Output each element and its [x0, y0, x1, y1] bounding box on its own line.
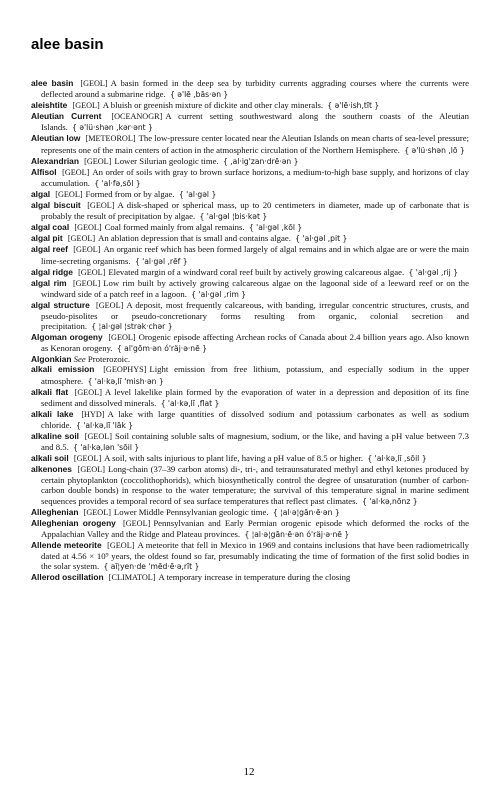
entry-term: Alleghenian — [31, 506, 79, 517]
subject-field: [GEOL] — [72, 101, 100, 111]
entry-definition: A lake with large quantities of dissolved sodium and potassium carbonates as well as sodium chloride. — [41, 408, 470, 430]
entry-term: Aleutian low — [31, 133, 81, 144]
entry-term: Alleghenian orogeny — [31, 517, 116, 528]
entry-definition: An order of soils with gray to brown surface horizons, a medium-to-high base supply, and horizons of clay accumulation. — [41, 166, 470, 188]
pronunciation: { 'al·kə,lī 'mish·ən } — [87, 376, 164, 386]
dictionary-entry — [31, 364, 469, 386]
entry-term: Algoman orogeny — [31, 332, 103, 343]
entry-definition: A level lakelike plain formed by the evaporation of water in a depression and deposition of its fine sediment and dissolved minerals. — [41, 386, 469, 408]
page-number: 12 — [243, 766, 255, 778]
pronunciation: { ¦al·ə¦gān·ē·ən } — [272, 507, 340, 517]
subject-field: [GEOL] — [84, 156, 112, 166]
entry-term: algal reef — [31, 244, 68, 255]
pronunciation: { 'al·kə,nōnz } — [362, 496, 418, 506]
running-head: alee basin — [31, 36, 104, 53]
dictionary-entry — [31, 133, 469, 155]
entry-term: Allende meteorite — [31, 539, 102, 550]
subject-field: [GEOL] — [78, 267, 106, 277]
entry-definition: Orogenic episode affecting Archean rocks of Canada about 2.4 billion years ago. Also known as Kenoran orogeny. — [41, 332, 469, 354]
dictionary-entry — [31, 453, 469, 464]
entry-definition: Light emission from free lithium, potassium, and especially sodium in the upper atmosphere. — [41, 364, 469, 386]
pronunciation: { 'al·gəl } — [178, 189, 217, 199]
dictionary-entry — [31, 507, 469, 518]
entry-definition: Formed from or by algae. — [85, 188, 175, 199]
entry-definition: A current setting southwestward along the southern coasts of the Aleutian Islands. — [41, 111, 469, 133]
entry-definition: A bluish or greenish mixture of dickite and other clay minerals. — [102, 100, 324, 111]
entry-definition: Lower Silurian geologic time. — [114, 155, 219, 166]
subject-field: [GEOL] — [84, 432, 112, 441]
subject-field: [GEOL] — [74, 387, 102, 397]
entry-definition: A deposit, most frequently calcareous, with banding, irregular concentric structures, crusts, and pseudo-pisolites or pseudo-concretionary forms resulting from organic, colonial secretion and precipitation. — [41, 299, 470, 332]
subject-field: [GEOL] — [83, 507, 111, 517]
entry-term: Allerod oscillation — [31, 572, 104, 583]
pronunciation: { ,al·ig'zan·drē·ən } — [222, 156, 299, 166]
dictionary-entry — [31, 540, 469, 572]
entry-term: algal coal — [31, 222, 70, 233]
entry-list — [31, 78, 469, 583]
entry-definition: Lower Middle Pennsylvanian geologic time. — [113, 506, 269, 517]
pronunciation: { ə'lē ,bās·ən } — [170, 90, 229, 100]
pronunciation: { ə'lē·ish,tīt } — [327, 101, 380, 111]
pronunciation: { aī¦yen·de 'mēd·ē·ə,rīt } — [103, 562, 200, 572]
dictionary-entry — [31, 111, 469, 133]
entry-term: alkali lake — [31, 408, 74, 419]
pronunciation: { 'al·kə,lī 'lāk } — [75, 420, 134, 430]
subject-field: [GEOL] — [87, 201, 115, 211]
dictionary-entry — [31, 267, 469, 278]
subject-field: [GEOL] — [80, 79, 108, 88]
entry-term: alkenones — [31, 464, 72, 475]
entry-definition: Low rim built by actively growing calcareous algae on the lagoonal side of a leeward reef or on the windward side of a patch reef in a lagoon. — [41, 277, 469, 299]
entry-definition: Pennsylvanian and Early Permian orogenic episode which deformed the rocks of the Appalachian Valley and the Ridge and Plateau provinces. — [41, 517, 469, 539]
pronunciation: { 'al·kə,lī ,flat } — [160, 398, 220, 408]
subject-field: [GEOL] — [107, 540, 135, 550]
dictionary-entry — [31, 387, 469, 409]
subject-field: [METEOROL] — [85, 134, 136, 144]
pronunciation: { 'al·gəl ,kōl } — [248, 223, 303, 233]
entry-term: algal structure — [31, 299, 90, 310]
subject-field: [GEOL] — [108, 333, 136, 343]
entry-definition: A disk-shaped or spherical mass, up to 20 centimeters in diameter, made up of carbonate that is probably the result of precipitation by algae. — [41, 200, 470, 222]
subject-field: [GEOL] — [55, 189, 83, 199]
subject-field: [GEOL] — [96, 300, 124, 310]
subject-field: [GEOL] — [123, 518, 151, 528]
dictionary-entry — [31, 464, 469, 506]
entry-term: algal rim — [31, 277, 67, 288]
pronunciation: { ¦al·ə¦gān·ē·ən ó'räj·ə·nē } — [244, 529, 350, 539]
dictionary-entry — [31, 518, 469, 540]
pronunciation: { 'al·gəl ,rēf } — [134, 256, 188, 266]
entry-term: Algonkian — [31, 354, 72, 365]
subject-field: [GEOL] — [73, 245, 101, 255]
pronunciation: { 'al·fə,sōl } — [94, 178, 141, 188]
entry-term: Alexandrian — [31, 155, 79, 166]
subject-field: [OCEANOGR] — [111, 112, 163, 122]
pronunciation: { 'al·kə,lī ,sōil } — [367, 454, 427, 464]
dictionary-entry — [31, 572, 469, 583]
pronunciation: { 'al·gəl ,rij } — [408, 267, 459, 277]
cross-reference-label: See — [73, 354, 86, 365]
entry-term: alkaline soil — [31, 431, 80, 441]
entry-term: alkali flat — [31, 386, 69, 397]
subject-field: [GEOPHYS] — [103, 365, 147, 375]
subject-field: [GEOL] — [67, 234, 96, 244]
entry-definition: Proterozoic. — [87, 354, 131, 365]
entry-term: alkali soil — [31, 453, 69, 464]
dictionary-entry — [31, 156, 469, 167]
dictionary-entry — [31, 354, 469, 364]
pronunciation: { ¦al·gəl ¦strək·chər } — [91, 322, 173, 332]
entry-definition: Soil containing soluble salts of magnesium, sodium, or the like, and having a pH value between 7.3 and 8.5. — [41, 431, 469, 453]
entry-definition: Coal formed mainly from algal remains. — [104, 222, 245, 233]
entry-definition: An organic reef which has been formed largely of algal remains and in which algae are or were the main lime-secreting organisms. — [41, 244, 470, 266]
dictionary-entry — [31, 278, 469, 300]
entry-definition: A meteorite that fell in Mexico in 1969 and contains inclusions that have been radiometrically dated at 4.56 × 10⁹ years, the oldest found so far, presumably indicating the time of formation of the first solid bodies in the solar system. — [41, 539, 470, 572]
subject-field: [CLIMATOL] — [108, 573, 156, 583]
entry-term: alee basin — [31, 78, 74, 88]
entry-definition: A basin formed in the deep sea by turbidity currents aggrading courses where the currents were deflected around a submarine ridge. — [41, 78, 469, 100]
dictionary-entry — [31, 244, 469, 266]
entry-term: Aleutian Current — [31, 111, 102, 122]
entry-term: algal ridge — [31, 266, 73, 277]
entry-definition: An ablation depression that is small and contains algae. — [98, 233, 291, 244]
entry-definition: The low-pressure center located near the Aleutian Islands on mean charts of sea-level pressure; represents one of the main centers of action in the atmospheric circulation of the Northern Hemisphere. — [41, 133, 469, 155]
dictionary-entry — [31, 189, 469, 200]
entry-definition: A temporary increase in temperature during the closing — [158, 572, 351, 583]
dictionary-entry — [31, 300, 469, 332]
entry-term: algal pit — [31, 233, 63, 244]
entry-term: aleishtite — [31, 100, 68, 111]
dictionary-entry — [31, 167, 469, 189]
subject-field: [GEOL] — [62, 167, 90, 177]
entry-definition: Elevated margin of a windward coral reef built by actively growing calcareous algae. — [108, 266, 405, 277]
pronunciation: { 'al·kə,lən 'sōil } — [73, 443, 140, 453]
subject-field: [GEOL] — [72, 278, 101, 288]
dictionary-entry — [31, 200, 469, 222]
entry-definition: Long-chain (37–39 carbon atoms) di-, tri-, and tetraunsaturated methyl and ethyl ketones produced by certain phytoplankton (coccolithophorids), which biosynthetically control the degree of unsaturation (number of carbon-carbon double bonds) in response to the water temperature; the survival of this temperature signal in marine sediment sequences provides a temporal record of sea surface temperatures that reflect past climates. — [41, 464, 470, 506]
entry-term: algal — [31, 188, 51, 199]
subject-field: [GEOL] — [73, 454, 102, 464]
subject-field: [HYD] — [81, 409, 105, 419]
entry-term: algal biscuit — [31, 200, 81, 211]
subject-field: [GEOL] — [74, 223, 102, 233]
entry-term: Alfisol — [31, 166, 57, 177]
entry-definition: A soil, with salts injurious to plant life, having a pH value of 8.5 or higher. — [104, 453, 364, 464]
pronunciation: { 'al·gəl ¦bis·kət } — [199, 212, 268, 222]
pronunciation: { al'gōm·ən ó'räj·ə·nē } — [116, 344, 208, 354]
dictionary-entry — [31, 332, 469, 354]
dictionary-entry — [31, 78, 469, 100]
pronunciation: { ə'lü·shən ,lō } — [404, 145, 465, 155]
pronunciation: { 'al·gəl ,rim } — [191, 289, 247, 299]
pronunciation: { 'al·gəl ,pit } — [295, 234, 348, 244]
dictionary-entry — [31, 222, 469, 233]
dictionary-entry — [31, 409, 469, 431]
dictionary-entry — [31, 100, 469, 111]
dictionary-entry — [31, 431, 469, 453]
dictionary-entry — [31, 233, 469, 244]
subject-field: [GEOL] — [77, 465, 105, 475]
pronunciation: { ə'lü·shən ,kər·ənt } — [72, 123, 153, 133]
entry-term: alkali emission — [31, 364, 95, 375]
